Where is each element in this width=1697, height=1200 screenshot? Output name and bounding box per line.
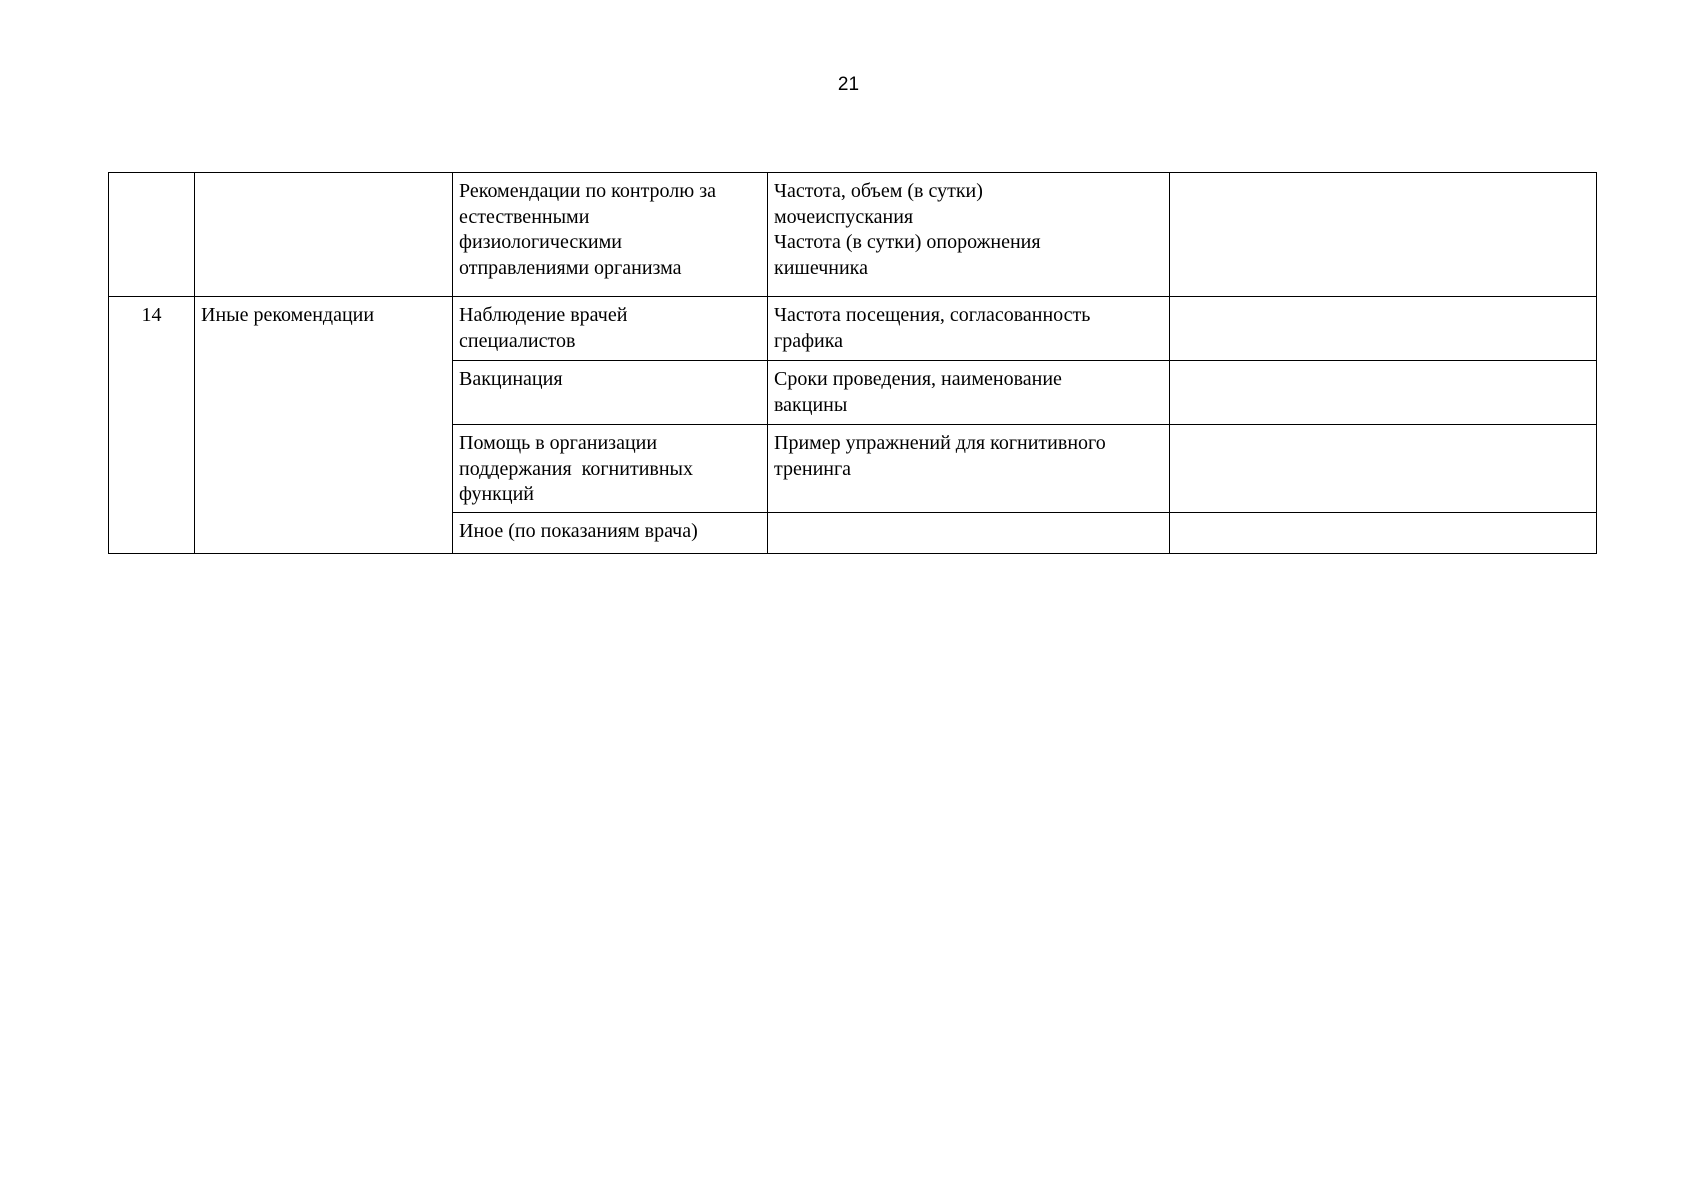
value-cell	[1170, 512, 1597, 553]
category-cell	[195, 173, 453, 297]
recommendation-line: функций	[459, 483, 534, 505]
recommendation-cell	[453, 297, 768, 361]
category-cell: Иные рекомендации	[195, 297, 453, 554]
parameters-cell	[768, 425, 1170, 513]
parameters-line: вакцины	[774, 393, 848, 416]
row-number-cell: 14	[109, 297, 195, 554]
table-row	[109, 173, 1597, 297]
recommendation-line: Иное (по показаниям врача)	[459, 519, 698, 542]
recommendation-line: специалистов	[459, 329, 576, 352]
parameters-cell	[768, 512, 1170, 553]
parameters-line: Пример упражнений для когнитивного	[774, 432, 1106, 454]
recommendation-line: Наблюдение врачей	[459, 304, 628, 326]
parameters-line: кишечника	[774, 256, 868, 279]
parameters-line: Частота посещения, согласованность	[774, 304, 1091, 326]
row-number-cell	[109, 173, 195, 297]
parameters-line: тренинга	[774, 457, 852, 480]
recommendation-line: отправлениями организма	[459, 256, 682, 279]
recommendation-line: Рекомендации по контролю за	[459, 180, 716, 202]
value-cell	[1170, 297, 1597, 361]
recommendation-cell	[453, 425, 768, 513]
recommendation-cell	[453, 512, 768, 553]
page-number: 21	[837, 74, 860, 95]
parameters-line: Сроки проведения, наименование	[774, 368, 1062, 390]
recommendation-line: Помощь в организации	[459, 432, 658, 454]
value-cell	[1170, 425, 1597, 513]
value-cell	[1170, 361, 1597, 425]
parameters-line: Частота, объем (в сутки)	[774, 180, 983, 202]
parameters-cell	[768, 361, 1170, 425]
recommendation-cell	[453, 173, 768, 297]
parameters-cell	[768, 297, 1170, 361]
parameters-line: графика	[774, 329, 844, 352]
recommendation-line: естественными	[459, 205, 590, 228]
recommendations-table	[108, 172, 1597, 554]
recommendation-line: поддержания когнитивных	[459, 457, 693, 480]
recommendation-line: физиологическими	[459, 231, 622, 253]
parameters-line: Частота (в сутки) опорожнения	[774, 231, 1041, 253]
table-row	[109, 297, 1597, 361]
parameters-cell	[768, 173, 1170, 297]
value-cell	[1170, 173, 1597, 297]
recommendation-cell	[453, 361, 768, 425]
recommendation-line: Вакцинация	[459, 368, 563, 390]
parameters-line: мочеиспускания	[774, 205, 914, 228]
